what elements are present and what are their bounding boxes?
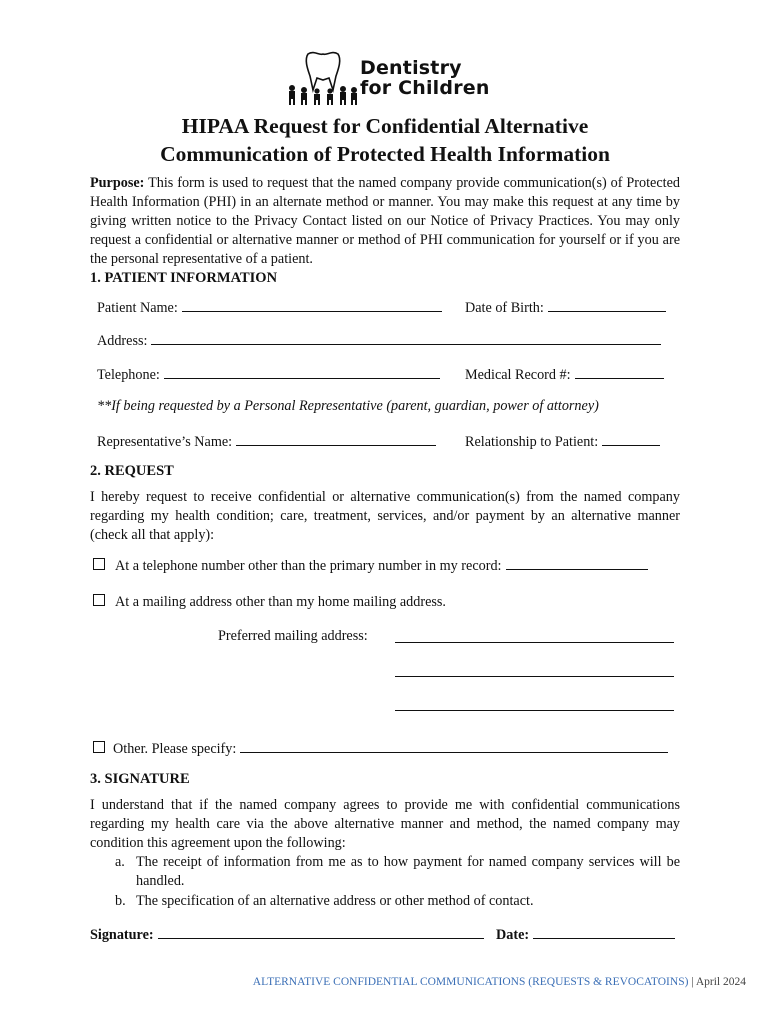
condition-b-marker: b. — [115, 893, 126, 909]
option-telephone[interactable] — [93, 555, 648, 575]
telephone-field[interactable] — [97, 364, 440, 384]
relationship-line[interactable] — [602, 431, 660, 446]
patient-name-line[interactable] — [182, 297, 442, 312]
representative-note: **If being requested by a Personal Representative (parent, guardian, power of attorney) — [97, 398, 599, 414]
relationship-field[interactable] — [465, 431, 660, 451]
dentistry-for-children-logo — [286, 50, 496, 108]
representative-name-label: Representative’s Name: — [97, 434, 233, 450]
section-heading-request: 2. REQUEST — [90, 463, 174, 479]
medical-record-line[interactable] — [575, 364, 664, 379]
telephone-line[interactable] — [164, 364, 440, 379]
purpose-label: Purpose: — [90, 175, 145, 191]
relationship-label: Relationship to Patient: — [465, 434, 599, 450]
footer-separator: | — [688, 976, 696, 988]
logo-text — [360, 58, 490, 98]
page-footer — [0, 976, 746, 988]
condition-a-text: The receipt of information from me as to how payment for named company services will be handled. — [136, 854, 680, 889]
logo-line-2: for Children — [360, 77, 490, 99]
patient-name-field[interactable] — [97, 297, 442, 317]
signature-date-label: Date: — [496, 927, 530, 943]
signature-field[interactable] — [90, 924, 484, 944]
patient-name-label: Patient Name: — [97, 300, 178, 316]
address-label: Address: — [97, 333, 148, 349]
footer-date: April 2024 — [695, 976, 746, 988]
preferred-address-line-3[interactable] — [395, 696, 674, 711]
address-field[interactable] — [97, 330, 661, 350]
telephone-label: Telephone: — [97, 367, 160, 383]
telephone-checkbox[interactable] — [93, 558, 105, 570]
option-telephone-label: At a telephone number other than the primary number in my record: — [115, 558, 502, 574]
dob-field[interactable] — [465, 297, 666, 317]
preferred-address-line-1[interactable] — [395, 628, 674, 643]
option-other-label: Other. Please specify: — [113, 741, 237, 757]
signature-intro: I understand that if the named company agrees to provide me with confidential communications regarding my health care via the above alternative manner and method, the named company may condition this agreement upon the following: — [90, 797, 680, 851]
purpose-text: This form is used to request that the named company provide communication(s) of Protected Health Information (PHI) in an alternate method or manner. You may make this request at any time by giving written notice to the Privacy Contact listed on our Notice of Privacy Practices. You may only request a confidential or alternative manner or method of PHI communication for yourself or if you are the personal representative of a patient. — [90, 175, 680, 267]
condition-a-marker: a. — [115, 854, 125, 870]
dob-label: Date of Birth: — [465, 300, 544, 316]
medical-record-label: Medical Record #: — [465, 367, 571, 383]
representative-name-field[interactable] — [97, 431, 436, 451]
medical-record-field[interactable] — [465, 364, 664, 384]
condition-b-text: The specification of an alternative address or other method of contact. — [136, 893, 534, 909]
dob-line[interactable] — [548, 297, 666, 312]
other-specify-line[interactable] — [240, 738, 668, 753]
form-title-line-1: HIPAA Request for Confidential Alternative — [181, 114, 589, 138]
signature-label: Signature: — [90, 927, 154, 943]
other-checkbox[interactable] — [93, 741, 105, 753]
preferred-address-line-2[interactable] — [395, 662, 674, 677]
form-title-line-2: Communication of Protected Health Information — [160, 142, 610, 166]
signature-date-line[interactable] — [533, 924, 675, 939]
option-other[interactable] — [93, 738, 668, 758]
address-line[interactable] — [151, 330, 661, 345]
mailing-address-checkbox[interactable] — [93, 594, 105, 606]
representative-name-line[interactable] — [236, 431, 436, 446]
preferred-address-label: Preferred mailing address: — [218, 628, 368, 644]
option-mailing-address[interactable] — [93, 594, 446, 611]
section-heading-signature: 3. SIGNATURE — [90, 771, 190, 787]
section-heading-patient-info: 1. PATIENT INFORMATION — [90, 270, 278, 286]
footer-title: ALTERNATIVE CONFIDENTIAL COMMUNICATIONS (REQUESTS & REVOCATOINS) — [252, 976, 689, 988]
alt-telephone-line[interactable] — [506, 555, 648, 570]
purpose-paragraph — [90, 174, 680, 269]
tooth-family-icon — [286, 50, 360, 108]
logo-line-1: Dentistry — [360, 57, 462, 79]
option-mailing-label: At a mailing address other than my home mailing address. — [115, 594, 446, 610]
request-intro: I hereby request to receive confidential or alternative communication(s) from the named company regarding my health condition; care, treatment, services, and/or payment by an alternative manner (check all that apply): — [90, 489, 680, 543]
signature-line[interactable] — [158, 924, 484, 939]
signature-date-field[interactable] — [496, 924, 675, 944]
